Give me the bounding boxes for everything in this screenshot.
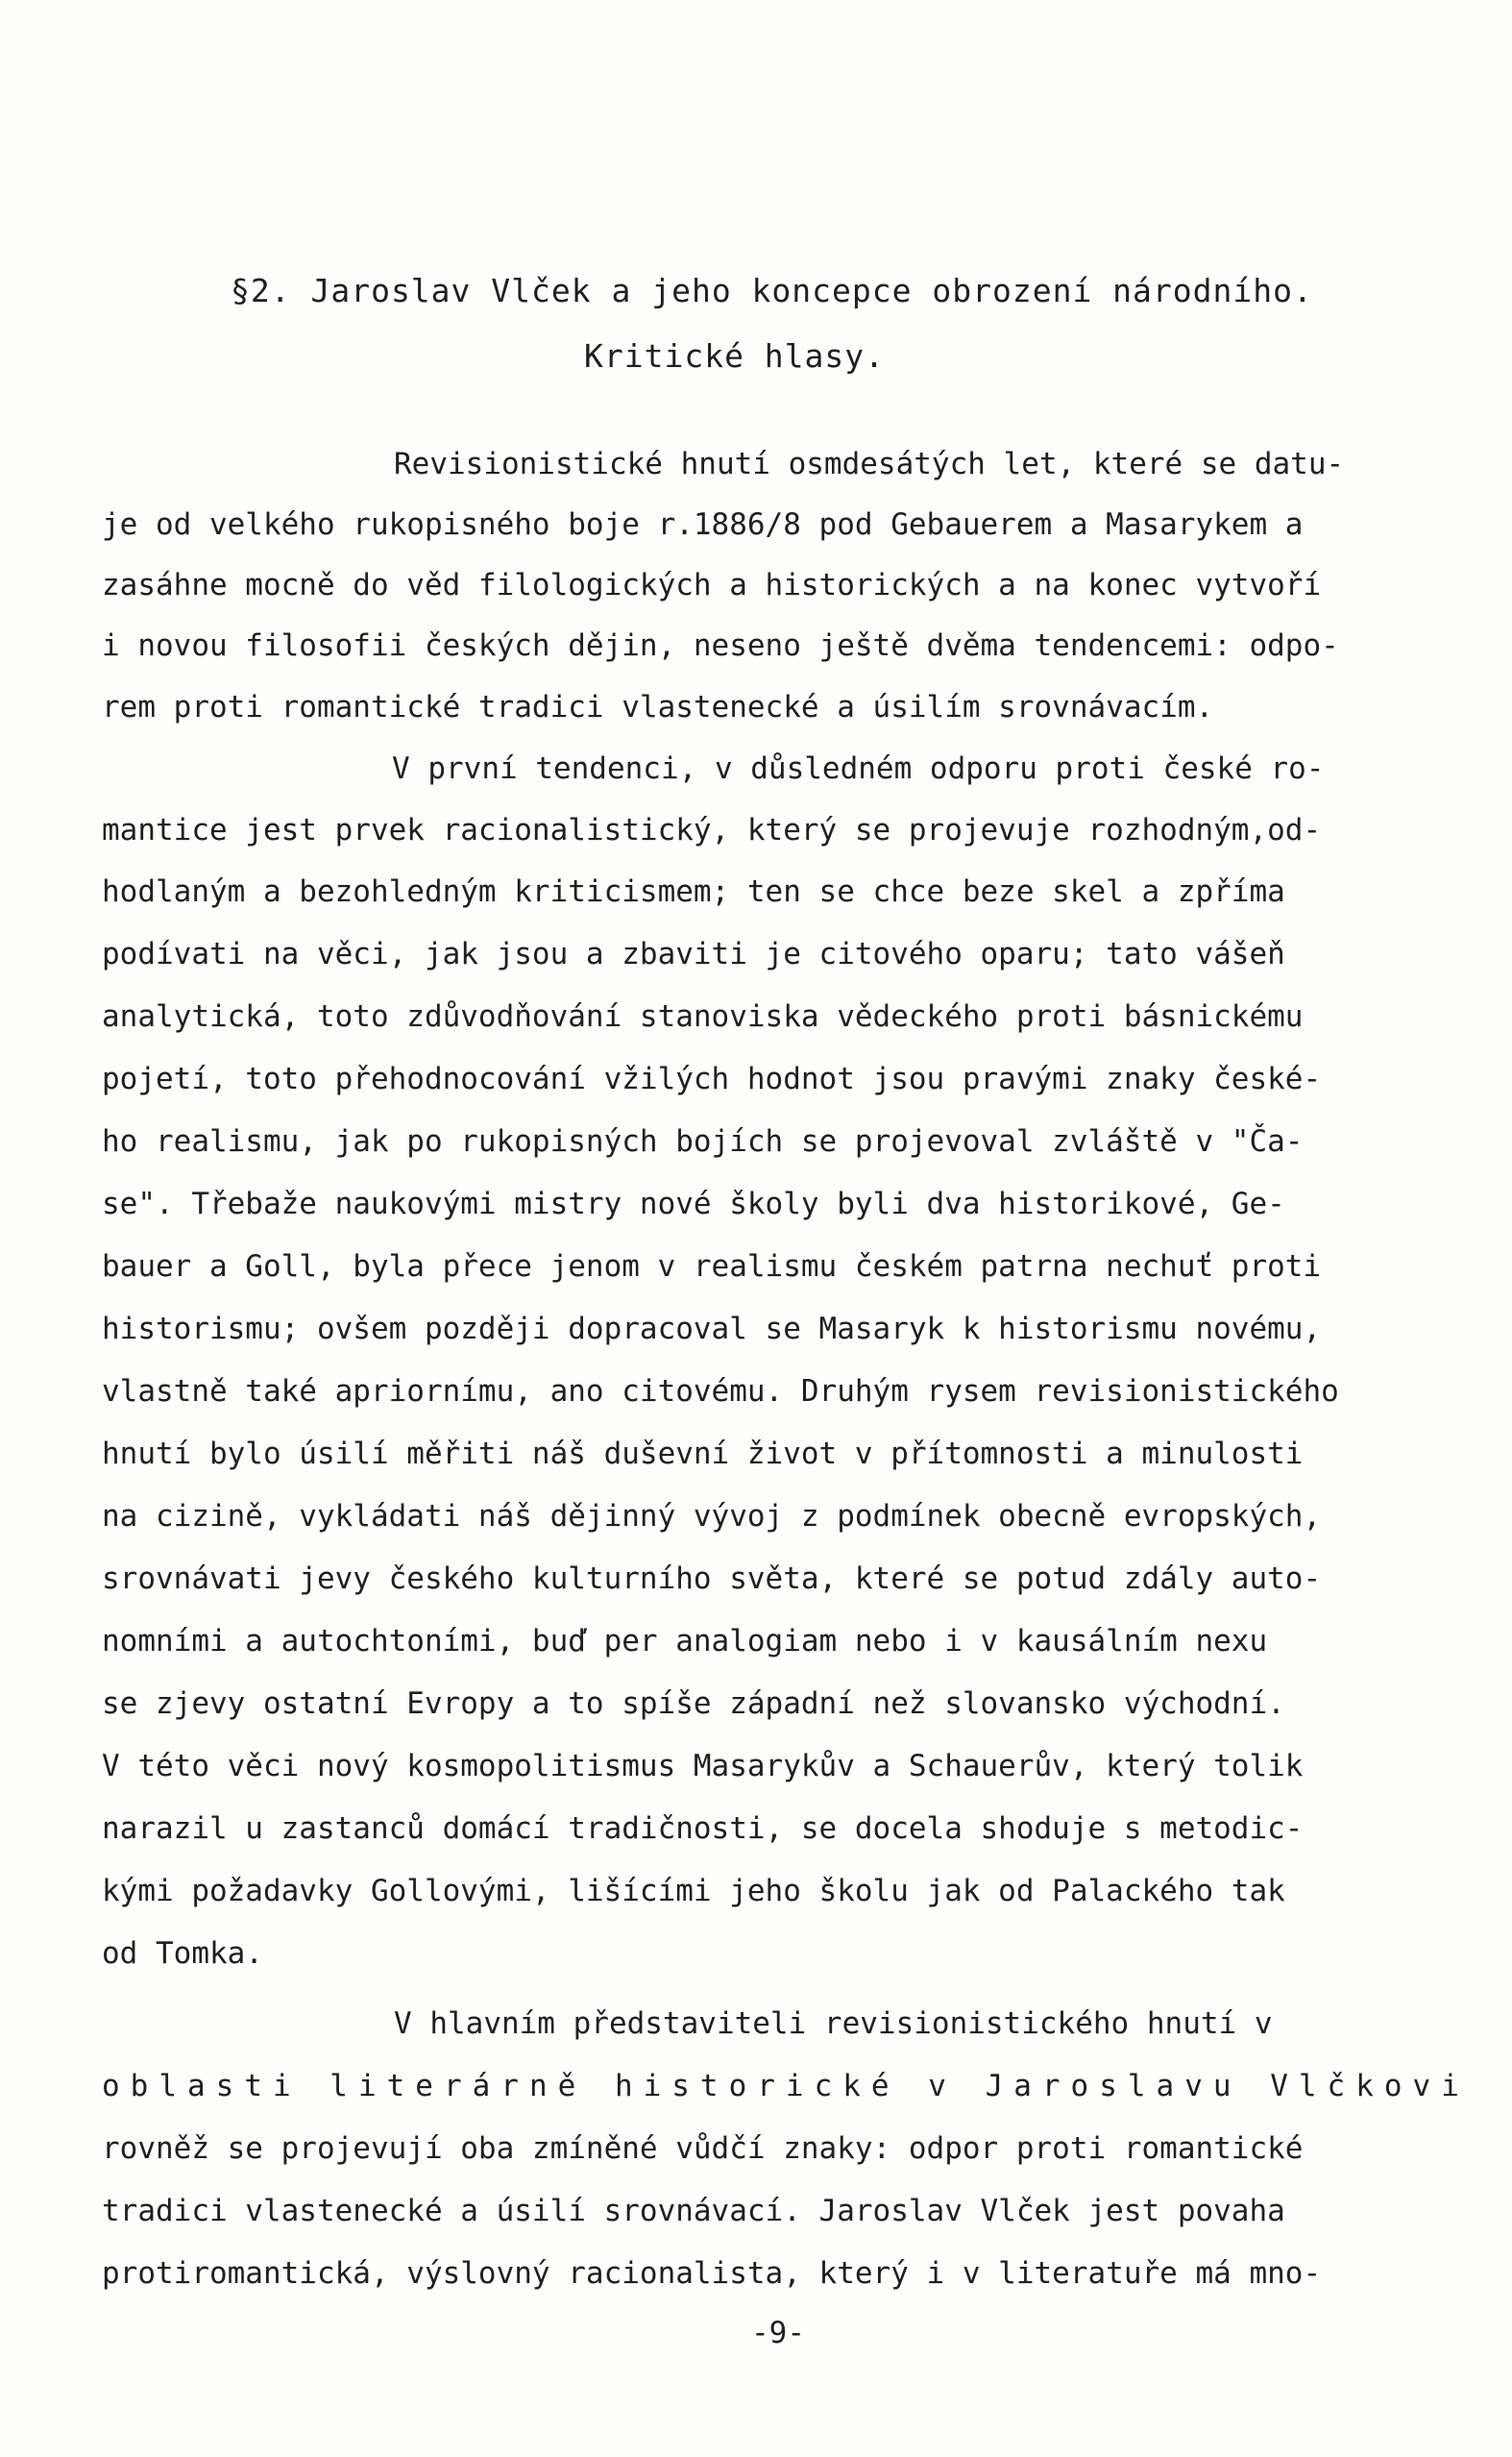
body-line: i novou filosofii českých dějin, neseno ještě dvěma tendencemi: odpo- — [102, 628, 1339, 663]
body-line: se". Třebaže naukovými mistry nové školy byli dva historikové, Ge- — [102, 1187, 1285, 1221]
body-line: ho realismu, jak po rukopisných bojích se projevoval zvláště v "Ča- — [102, 1124, 1304, 1159]
section-subheading: Kritické hlasy. — [584, 337, 886, 375]
body-line: historismu; ovšem později dopracoval se Masaryk k historismu novému, — [102, 1312, 1322, 1346]
body-line: tradici vlastenecké a úsilí srovnávací. Jaroslav Vlček jest povaha — [102, 2194, 1285, 2228]
body-line: pojetí, toto přehodnocování vžilých hodnot jsou pravými znaky české- — [102, 1062, 1322, 1096]
body-line: narazil u zastanců domácí tradičnosti, se docela shoduje s metodic- — [102, 1811, 1304, 1846]
body-line: mantice jest prvek racionalistický, který se projevuje rozhodným,od- — [102, 813, 1322, 848]
page-number: -9- — [751, 2316, 805, 2350]
body-line: protiromantická, výslovný racionalista, který i v literatuře má mno- — [102, 2256, 1322, 2291]
body-line: V této věci nový kosmopolitismus Masarykův a Schauerův, který tolik — [102, 1749, 1304, 1783]
body-line: analytická, toto zdůvodňování stanoviska vědeckého proti básnickému — [102, 999, 1304, 1034]
body-line: bauer a Goll, byla přece jenom v realismu českém patrna nechuť proti — [102, 1249, 1322, 1284]
body-line: zasáhne mocně do věd filologických a historických a na konec vytvoří — [102, 568, 1322, 602]
body-line: srovnávati jevy českého kulturního světa, které se potud zdály auto- — [102, 1561, 1322, 1596]
body-line: hnutí bylo úsilí měřiti náš duševní život v přítomnosti a minulosti — [102, 1437, 1304, 1471]
body-line: je od velkého rukopisného boje r.1886/8 pod Gebauerem a Masarykem a — [102, 507, 1304, 542]
body-line: oblasti literárně historické v Jaroslavu Vlčkovi — [102, 2069, 1470, 2103]
body-line: V první tendenci, v důsledném odporu proti české ro- — [392, 751, 1325, 786]
body-line: podívati na věci, jak jsou a zbaviti je citového oparu; tato vášeň — [102, 937, 1285, 971]
body-line: kými požadavky Gollovými, lišícími jeho školu jak od Palackého tak — [102, 1874, 1285, 1908]
body-line: vlastně také apriornímu, ano citovému. Druhým rysem revisionistického — [102, 1374, 1339, 1409]
body-line: se zjevy ostatní Evropy a to spíše západní než slovansko východní. — [102, 1686, 1285, 1721]
section-heading: §2. Jaroslav Vlček a jeho koncepce obrození národního. — [231, 272, 1313, 309]
body-line: rovněž se projevují oba zmíněné vůdčí znaky: odpor proti romantické — [102, 2131, 1304, 2166]
body-line: Revisionistické hnutí osmdesátých let, které se datu- — [394, 447, 1345, 481]
body-line: od Tomka. — [102, 1936, 263, 1971]
body-line: hodlaným a bezohledným kriticismem; ten se chce beze skel a zpříma — [102, 874, 1285, 909]
body-line: na cizině, vykládati náš dějinný vývoj z podmínek obecně evropských, — [102, 1499, 1322, 1534]
body-line: V hlavním představiteli revisionistického hnutí v — [394, 2006, 1273, 2041]
body-line: rem proti romantické tradici vlastenecké a úsilím srovnávacím. — [102, 690, 1214, 725]
body-line: nomními a autochtoními, buď per analogiam nebo i v kausálním nexu — [102, 1624, 1268, 1658]
